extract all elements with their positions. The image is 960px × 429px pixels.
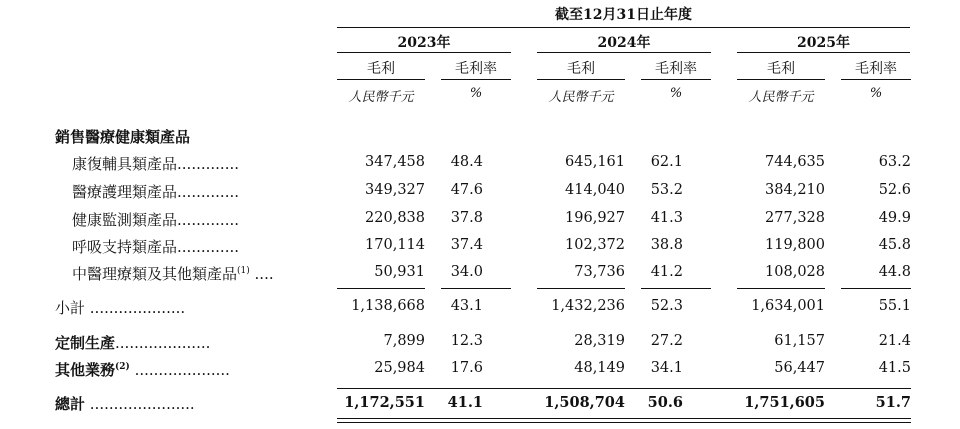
col-margin-2024: 毛利率 <box>655 61 697 77</box>
leader-dots: ...................... <box>85 395 195 413</box>
row-label: 康復輔具類產品............. <box>72 155 240 173</box>
colhead-rule-5 <box>737 79 825 80</box>
colhead-rule-6 <box>841 79 911 80</box>
cell-profit-2024: 414,040 <box>565 182 625 198</box>
cell-margin-2023: 34.0 <box>450 264 483 280</box>
leader-dots: .................... <box>129 361 230 379</box>
cell-margin-2023: 17.6 <box>450 360 483 376</box>
cell-profit-2024: 48,149 <box>574 360 625 376</box>
cell-profit-2024: 1,432,236 <box>551 298 625 314</box>
cell-profit-2024: 1,508,704 <box>544 394 625 411</box>
cell-margin-2025: 52.6 <box>878 182 911 198</box>
leader-dots: ............. <box>177 155 240 173</box>
cell-margin-2023: 48.4 <box>450 154 483 170</box>
year-2023: 2023年 <box>397 35 451 51</box>
cell-margin-2024: 27.2 <box>650 333 683 349</box>
cell-profit-2023: 1,138,668 <box>351 298 425 314</box>
unit-pct-2025: % <box>869 86 883 101</box>
cell-profit-2025: 1,751,605 <box>744 394 825 411</box>
cell-profit-2023: 349,327 <box>365 182 425 198</box>
subtotal-rule-5 <box>737 288 825 289</box>
cell-margin-2024: 41.3 <box>650 210 683 226</box>
cell-margin-2024: 52.3 <box>650 298 683 314</box>
cell-margin-2025: 44.8 <box>878 264 911 280</box>
cell-margin-2024: 41.2 <box>650 264 683 280</box>
cell-profit-2025: 108,028 <box>765 264 825 280</box>
cell-profit-2023: 170,114 <box>365 237 425 253</box>
cell-profit-2025: 1,634,001 <box>751 298 825 314</box>
cell-margin-2023: 37.8 <box>450 210 483 226</box>
row-label: 小計 .................... <box>55 299 186 317</box>
cell-profit-2025: 56,447 <box>774 360 825 376</box>
col-profit-2024: 毛利 <box>567 61 595 77</box>
cell-margin-2023: 37.4 <box>450 237 483 253</box>
row-label: 中醫理療類及其他類產品$^{(1)}$ .... <box>72 265 274 283</box>
cell-profit-2023: 1,172,551 <box>344 394 425 411</box>
subtotal-rule-3 <box>537 288 625 289</box>
row-label: 其他業務$^{(2)}$ .................... <box>55 361 230 379</box>
total-rule-bottom-2 <box>337 422 911 423</box>
cell-margin-2025: 63.2 <box>878 154 911 170</box>
cell-margin-2025: 51.7 <box>875 394 911 411</box>
cell-profit-2023: 220,838 <box>365 210 425 226</box>
period-rule <box>337 27 910 28</box>
footnote-ref: (1) <box>237 266 250 276</box>
row-label: 定制生產.................... <box>55 334 211 352</box>
cell-profit-2023: 25,984 <box>374 360 425 376</box>
cell-profit-2025: 384,210 <box>765 182 825 198</box>
unit-2023: 人民幣千元 <box>348 90 414 105</box>
cell-margin-2023: 47.6 <box>450 182 483 198</box>
subtotal-rule-1 <box>337 288 425 289</box>
cell-profit-2025: 744,635 <box>765 154 825 170</box>
footnote-ref: (2) <box>115 362 130 372</box>
cell-margin-2025: 45.8 <box>878 237 911 253</box>
subtotal-rule-6 <box>841 288 911 289</box>
cell-profit-2024: 196,927 <box>565 210 625 226</box>
total-rule-top <box>337 388 911 389</box>
col-margin-2025: 毛利率 <box>855 61 897 77</box>
cell-margin-2024: 38.8 <box>650 237 683 253</box>
unit-2025: 人民幣千元 <box>748 90 814 105</box>
unit-2024: 人民幣千元 <box>548 90 614 105</box>
cell-profit-2023: 7,899 <box>383 333 425 349</box>
cell-profit-2023: 347,458 <box>365 154 425 170</box>
year-rule-2024 <box>537 52 711 53</box>
col-profit-2023: 毛利 <box>367 61 395 77</box>
cell-margin-2025: 41.5 <box>878 360 911 376</box>
leader-dots: ............. <box>177 183 240 201</box>
cell-profit-2025: 119,800 <box>765 237 825 253</box>
cell-profit-2024: 102,372 <box>565 237 625 253</box>
leader-dots: .................... <box>85 299 186 317</box>
cell-margin-2024: 53.2 <box>650 182 683 198</box>
leader-dots: .... <box>249 265 274 283</box>
cell-profit-2024: 28,319 <box>574 333 625 349</box>
cell-profit-2025: 61,157 <box>774 333 825 349</box>
leader-dots: ............. <box>177 211 240 229</box>
colhead-rule-4 <box>641 79 711 80</box>
row-label: 健康監測類產品............. <box>72 211 240 229</box>
cell-margin-2024: 50.6 <box>647 394 683 411</box>
row-label: 總計 ...................... <box>55 395 195 413</box>
cell-profit-2024: 645,161 <box>565 154 625 170</box>
cell-margin-2025: 55.1 <box>878 298 911 314</box>
period-header: 截至12月31日止年度 <box>555 7 692 23</box>
row-label: 銷售醫療健康類產品 <box>55 128 191 146</box>
cell-margin-2025: 21.4 <box>878 333 911 349</box>
cell-margin-2024: 34.1 <box>650 360 683 376</box>
cell-profit-2023: 50,931 <box>374 264 425 280</box>
col-profit-2025: 毛利 <box>767 61 795 77</box>
cell-profit-2024: 73,736 <box>574 264 625 280</box>
year-2024: 2024年 <box>597 35 651 51</box>
colhead-rule-3 <box>537 79 625 80</box>
cell-margin-2025: 49.9 <box>878 210 911 226</box>
total-rule-bottom-1 <box>337 418 911 419</box>
colhead-rule-1 <box>337 79 425 80</box>
subtotal-rule-4 <box>641 288 711 289</box>
subtotal-rule-2 <box>441 288 511 289</box>
year-rule-2023 <box>337 52 511 53</box>
row-label: 醫療護理類產品............. <box>72 183 240 201</box>
cell-margin-2023: 41.1 <box>447 394 483 411</box>
cell-margin-2023: 12.3 <box>450 333 483 349</box>
year-2025: 2025年 <box>797 35 850 51</box>
unit-pct-2023: % <box>469 86 483 101</box>
cell-profit-2025: 277,328 <box>765 210 825 226</box>
cell-margin-2023: 43.1 <box>450 298 483 314</box>
leader-dots: .................... <box>115 334 211 352</box>
year-rule-2025 <box>737 52 910 53</box>
row-label: 呼吸支持類產品............. <box>72 238 240 256</box>
leader-dots: ............. <box>177 238 240 256</box>
col-margin-2023: 毛利率 <box>455 61 497 77</box>
cell-margin-2024: 62.1 <box>650 154 683 170</box>
colhead-rule-2 <box>441 79 511 80</box>
unit-pct-2024: % <box>669 86 683 101</box>
